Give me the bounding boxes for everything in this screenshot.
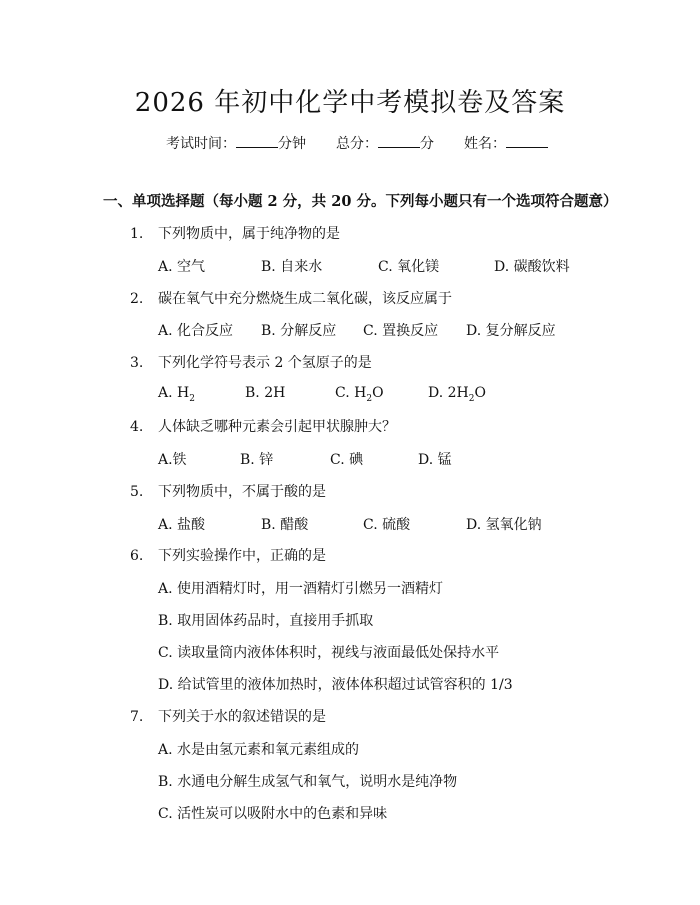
option-b: B. 醋酸 (261, 517, 309, 533)
option-c: C. 碘 (330, 452, 364, 468)
option-c: C. 氧化镁 (378, 259, 440, 275)
option-b: B. 取用固体药品时，直接用手抓取 (158, 613, 374, 629)
option-c: C. $H_2O$ (335, 385, 384, 404)
question-text: 下列物质中，不属于酸的是 (158, 484, 326, 500)
question-text: 下列关于水的叙述错误的是 (158, 709, 326, 725)
time-blank (236, 133, 278, 148)
question-number: 7. (130, 709, 144, 725)
question-number: 2. (130, 291, 144, 307)
score-label: 总分： (336, 136, 378, 152)
option-a: A. $H_2$ (158, 385, 195, 404)
option-a: A.铁 (158, 452, 187, 468)
page-title: 2026 年初中化学中考模拟卷及答案 (134, 88, 566, 118)
option-d: D. 给试管里的液体加热时，液体体积超过试管容积的 1/3 (158, 677, 513, 693)
name-label: 姓名： (464, 136, 506, 152)
score-unit: 分 (420, 136, 434, 152)
option-c: C. 置换反应 (363, 323, 439, 339)
question-text: 下列物质中，属于纯净物的是 (158, 226, 340, 242)
question-2 (130, 288, 452, 308)
option-b: B. 分解反应 (261, 323, 337, 339)
option-b: B. 2H (245, 385, 286, 401)
option-a: A. 水是由氢元素和氧元素组成的 (158, 742, 360, 758)
option-a: A. 化合反应 (158, 323, 234, 339)
time-unit: 分钟 (278, 136, 306, 152)
option-a: A. 盐酸 (158, 517, 206, 533)
option-d: D. 复分解反应 (466, 323, 556, 339)
question-number: 4. (130, 419, 144, 435)
question-5 (130, 481, 326, 501)
option-c: C. 硫酸 (363, 517, 411, 533)
question-text: 人体缺乏哪种元素会引起甲状腺肿大？ (158, 419, 396, 435)
name-blank (506, 133, 548, 148)
question-7 (130, 706, 326, 726)
option-c: C. 活性炭可以吸附水中的色素和异味 (158, 806, 388, 822)
score-blank (378, 133, 420, 148)
question-6 (130, 545, 326, 565)
question-number: 6. (130, 548, 144, 564)
question-1 (130, 223, 340, 243)
option-a: A. 使用酒精灯时，用一酒精灯引燃另一酒精灯 (158, 581, 444, 597)
option-d: D. $2H_2O$ (428, 385, 486, 404)
option-d: D. 氢氧化钠 (466, 517, 542, 533)
option-c: C. 读取量筒内液体体积时，视线与液面最低处保持水平 (158, 645, 500, 661)
option-b: B. 水通电分解生成氢气和氧气，说明水是纯净物 (158, 774, 458, 790)
option-b: B. 自来水 (261, 259, 323, 275)
question-number: 3. (130, 355, 144, 371)
section-heading: 一、单项选择题（每小题 2 分，共 20 分。下列每小题只有一个选项符合题意） (103, 193, 618, 210)
question-text: 下列实验操作中，正确的是 (158, 548, 326, 564)
question-text: 下列化学符号表示 2 个氢原子的是 (158, 355, 372, 371)
question-number: 5. (130, 484, 144, 500)
question-4 (130, 416, 396, 436)
question-number: 1. (130, 226, 144, 242)
time-label: 考试时间： (166, 136, 236, 152)
option-a: A. 空气 (158, 259, 206, 275)
question-text: 碳在氧气中充分燃烧生成二氧化碳，该反应属于 (158, 291, 452, 307)
option-b: B. 锌 (240, 452, 274, 468)
option-d: D. 锰 (418, 452, 452, 468)
question-3 (130, 352, 372, 372)
exam-meta-line (166, 133, 548, 153)
option-d: D. 碳酸饮料 (494, 259, 570, 275)
